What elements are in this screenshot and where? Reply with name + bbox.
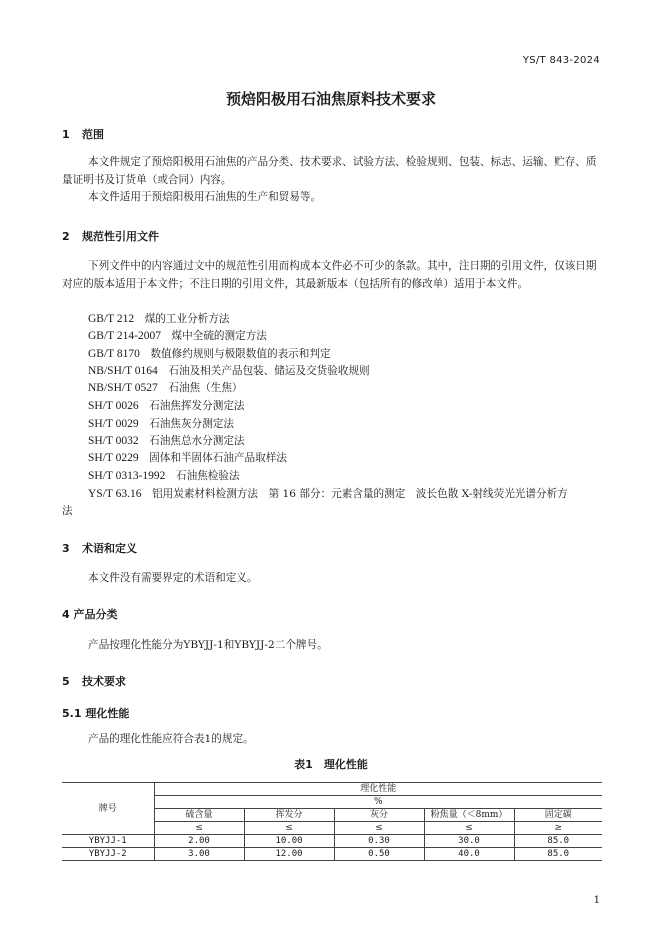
value-cell: 10.00 [244,835,334,848]
reference-item: NB/SH/T 0164 石油及相关产品包装、储运及交货验收规则 [88,365,370,377]
group-header: 理化性能 [154,783,602,796]
table-header-row [62,783,602,796]
section-number: 3 [62,542,70,555]
value-cell: 2.00 [154,835,244,848]
table-row [62,835,602,848]
section-number: 5.1 [62,707,82,720]
section-number: 2 [62,230,70,243]
section-2-heading [62,228,159,244]
column-header: 灰分 [334,809,424,822]
value-cell: 0.50 [334,848,424,861]
reference-item: GB/T 214-2007 煤中全硫的测定方法 [88,330,267,342]
section-title: 技术要求 [82,675,126,688]
value-cell: 3.00 [154,848,244,861]
section-3-heading [62,540,137,556]
column-header: 硫含量 [154,809,244,822]
column-header: 固定碳 [514,809,602,822]
value-cell: 12.00 [244,848,334,861]
limit-symbol: ≤ [154,822,244,835]
section-title: 范围 [82,128,104,141]
reference-item: SH/T 0229 固体和半固体石油产品取样法 [88,452,287,464]
section-1-paragraph-2: 本文件适用于预焙阳极用石油焦的生产和贸易等。 [88,191,322,203]
section-title: 术语和定义 [82,542,137,555]
reference-item: GB/T 212 煤的工业分析方法 [88,313,230,325]
section-number: 5 [62,675,70,688]
table-row [62,848,602,861]
value-cell: 0.30 [334,835,424,848]
section-5-heading [62,673,126,689]
reference-item: GB/T 8170 数值修约规则与极限数值的表示和判定 [88,348,331,360]
value-cell: 30.0 [424,835,514,848]
limit-symbol: ≤ [424,822,514,835]
column-header: 粉焦量（＜8mm） [424,809,514,822]
reference-item: YS/T 63.16 铝用炭素材料检测方法 第 16 部分：元素含量的测定 波长色散 X-射线荧光光谱分析方 [88,488,568,500]
value-cell: 85.0 [514,835,602,848]
limit-symbol: ≥ [514,822,602,835]
reference-item: SH/T 0029 石油焦灰分测定法 [88,418,234,430]
properties-table [62,782,602,861]
value-cell: 85.0 [514,848,602,861]
reference-item: SH/T 0032 石油焦总水分测定法 [88,435,245,447]
section-4-heading: 4 产品分类 [62,608,118,621]
brand-header: 牌号 [62,783,154,835]
page-number: 1 [593,895,600,906]
reference-item-continuation: 法 [62,505,73,517]
standard-number: YS/T 843-2024 [522,55,600,66]
brand-cell: YBYJJ-1 [62,835,154,848]
reference-item: NB/SH/T 0527 石油焦（生焦） [88,382,243,394]
unit-header: % [154,796,602,809]
brand-cell: YBYJJ-2 [62,848,154,861]
section-1-paragraph-1: 本文件规定了预焙阳极用石油焦的产品分类、技术要求、试验方法、检验规则、包装、标志、运输、贮存、质量证明书及订货单（或合同）内容。 [62,156,597,186]
section-title: 规范性引用文件 [82,230,159,243]
document-title: 预焙阳极用石油焦原料技术要求 [225,90,436,108]
table-caption: 表1 理化性能 [294,758,368,771]
section-title: 理化性能 [85,707,130,720]
value-cell: 40.0 [424,848,514,861]
section-3-paragraph-1: 本文件没有需要界定的术语和定义。 [88,572,258,584]
reference-item: SH/T 0026 石油焦挥发分测定法 [88,400,245,412]
limit-symbol: ≤ [334,822,424,835]
limit-symbol: ≤ [244,822,334,835]
section-4-paragraph-1: 产品按理化性能分为YBYJJ-1和YBYJJ-2二个牌号。 [88,639,328,651]
section-1-heading [62,126,104,142]
section-2-paragraph-1: 下列文件中的内容通过文中的规范性引用而构成本文件必不可少的条款。其中，注日期的引用文件，仅该日期对应的版本适用于本文件；不注日期的引用文件，其最新版本（包括所有的修改单）适用于本文件。 [62,260,597,290]
subsection-5-1-paragraph-1: 产品的理化性能应符合表1的规定。 [88,733,254,745]
column-header: 挥发分 [244,809,334,822]
reference-item: SH/T 0313-1992 石油焦检验法 [88,470,240,482]
section-number: 1 [62,128,70,141]
subsection-5-1-heading [62,705,129,721]
